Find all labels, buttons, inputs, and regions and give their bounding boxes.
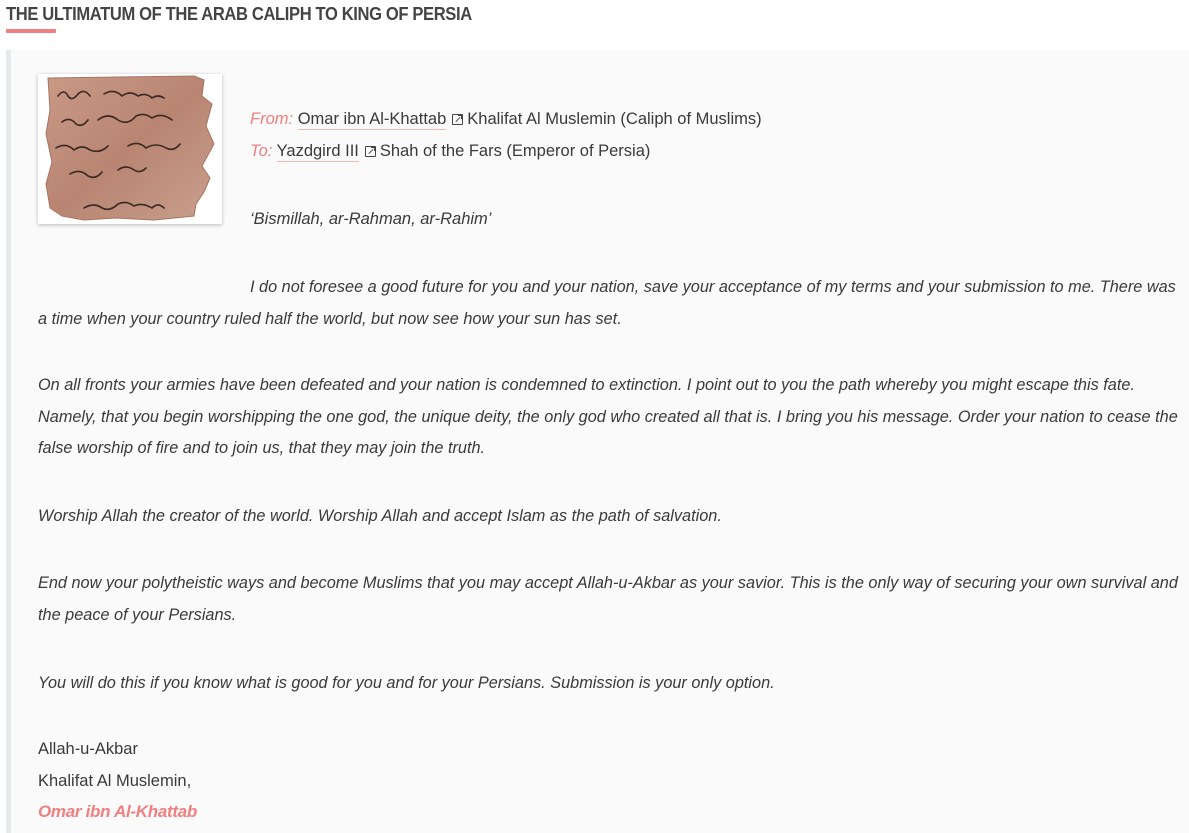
to-title: Shah of the Fars (Emperor of Persia) <box>379 142 651 160</box>
from-name-link[interactable]: Omar ibn Al-Khattab <box>297 110 447 128</box>
manuscript-image-icon <box>44 74 216 224</box>
to-line <box>250 142 650 161</box>
paragraph-1: I do not foresee a good future for you and your nation, save your acceptance of my terms and your submission to me. There was a time when your country ruled half the world, but now see how your sun has set. <box>38 278 1176 328</box>
external-link-icon[interactable] <box>452 114 463 125</box>
to-name-link[interactable]: Yazdgird III <box>276 142 359 160</box>
to-label: To: <box>250 142 273 160</box>
closing-line-2: Khalifat Al Muslemin, <box>38 772 192 790</box>
paragraph-5: You will do this if you know what is good for you and for your Persians. Submission is your only option. <box>38 674 775 692</box>
from-line <box>250 110 762 129</box>
from-title: Khalifat Al Muslemin (Caliph of Muslims) <box>467 110 762 128</box>
title-underline <box>6 29 56 33</box>
manuscript-image[interactable] <box>38 74 222 224</box>
paragraph-2: On all fronts your armies have been defeated and your nation is condemned to extinction. I point out to you the path whereby you might escape this fate. Namely, that you begin worshipping the one god, the unique deity, the only god who created all that is. I bring you his message. Order your nation to cease the false worship of fire and to join us, that they may join the truth. <box>38 376 1178 457</box>
closing-line-1: Allah-u-Akbar <box>38 740 138 758</box>
paragraph-4: End now your polytheistic ways and become Muslims that you may accept Allah-u-Akbar as your savior. This is the only way of securing your own survival and the peace of your Persians. <box>38 574 1178 624</box>
page-title: THE ULTIMATUM OF THE ARAB CALIPH TO KING OF PERSIA <box>6 4 472 24</box>
from-label: From: <box>250 110 294 128</box>
greeting: ‘Bismillah, ar-Rahman, ar-Rahim’ <box>250 210 492 228</box>
signature: Omar ibn Al-Khattab <box>38 802 197 821</box>
paragraph-3: Worship Allah the creator of the world. Worship Allah and accept Islam as the path of salvation. <box>38 507 722 525</box>
external-link-icon[interactable] <box>365 146 376 157</box>
